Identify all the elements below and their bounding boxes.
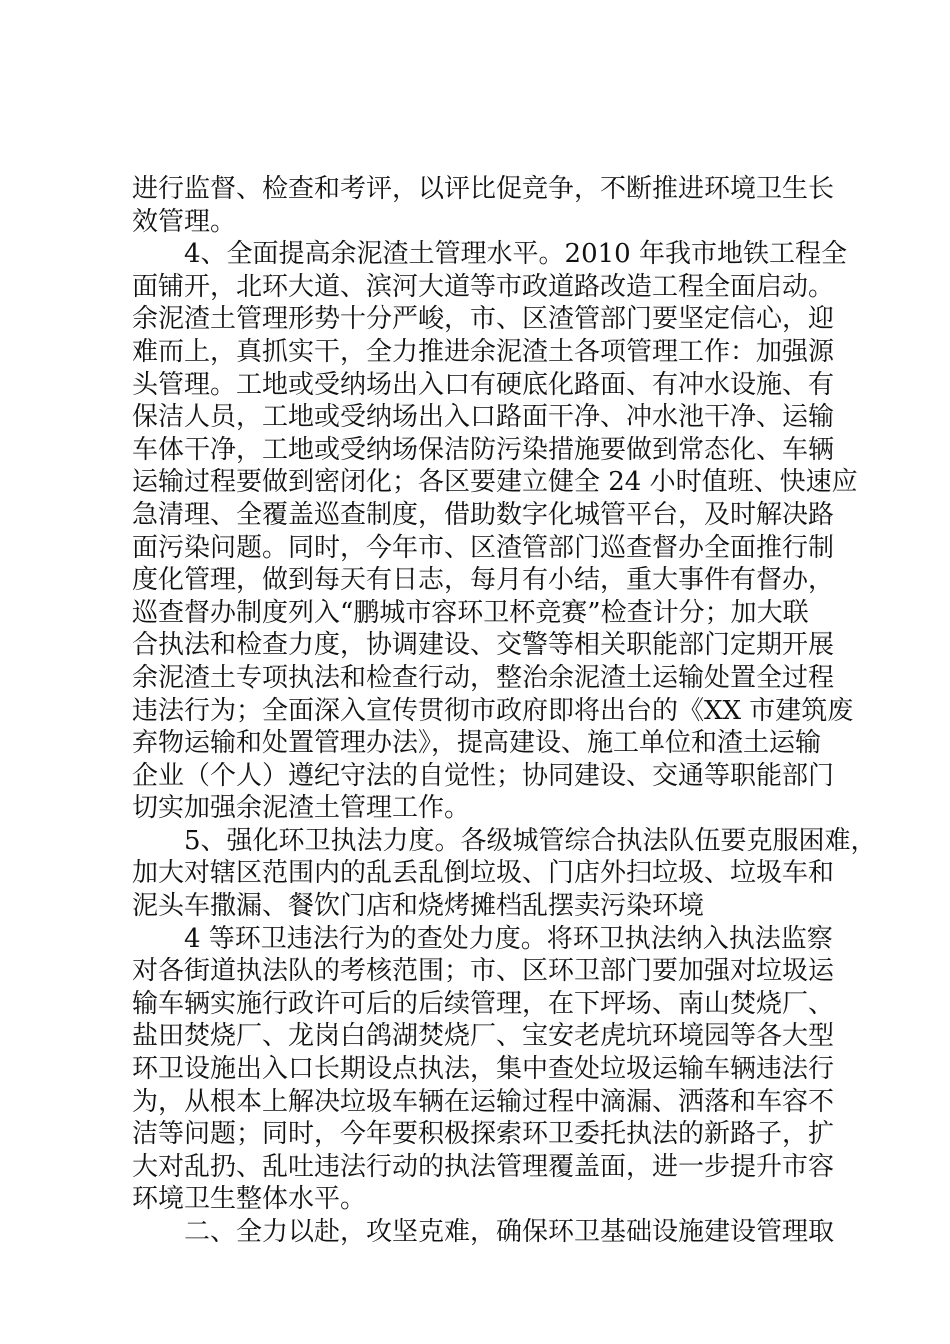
text-line: 违法行为；全面深入宣传贯彻市政府即将出台的《XX 市建筑废 [132, 695, 854, 726]
text-line: 面污染问题。同时，今年市、区渣管部门巡查督办全面推行制 [132, 532, 835, 563]
text-line: 巡查督办制度列入“鹏城市容环卫杯竞赛”检查计分；加大联 [132, 597, 809, 628]
text-line: 余泥渣土管理形势十分严峻，市、区渣管部门要坚定信心，迎 [132, 304, 835, 335]
text-line: 为，从根本上解决垃圾车辆在运输过程中滴漏、洒落和车容不 [132, 1086, 835, 1117]
text-line: 合执法和检查力度，协调建设、交警等相关职能部门定期开展 [132, 630, 835, 661]
text-line: 二、全力以赴，攻坚克难，确保环卫基础设施建设管理取 [184, 1217, 835, 1247]
text-line: 头管理。工地或受纳场出入口有硬底化路面、有冲水设施、有 [132, 369, 835, 400]
text-line: 5、强化环卫执法力度。各级城管综合执法队伍要克服困难， [184, 825, 877, 856]
text-line: 环境卫生整体水平。 [132, 1184, 367, 1215]
text-line: 企业（个人）遵纪守法的自觉性；协同建设、交通等职能部门 [132, 760, 835, 791]
text-line: 泥头车撒漏、餐饮门店和烧烤摊档乱摆卖污染环境 [132, 891, 705, 922]
text-line: 度化管理，做到每天有日志，每月有小结，重大事件有督办， [132, 565, 835, 596]
text-line: 大对乱扔、乱吐违法行动的执法管理覆盖面，进一步提升市容 [132, 1151, 835, 1182]
text-line: 加大对辖区范围内的乱丢乱倒垃圾、门店外扫垃圾、垃圾车和 [132, 858, 835, 889]
text-line: 4、全面提高余泥渣土管理水平。2010 年我市地铁工程全 [184, 239, 847, 270]
text-line: 洁等问题；同时，今年要积极探索环卫委托执法的新路子，扩 [132, 1119, 835, 1150]
text-line: 4 等环卫违法行为的查处力度。将环卫执法纳入执法监察 [184, 923, 833, 954]
document-body [132, 173, 877, 1249]
text-line: 难而上，真抓实干，全力推进余泥渣土各项管理工作：加强源 [132, 336, 835, 367]
text-line: 运输过程要做到密闭化；各区要建立健全 24 小时值班、快速应 [132, 467, 858, 498]
text-line: 车体干净，工地或受纳场保洁防污染措施要做到常态化、车辆 [132, 434, 835, 465]
text-line: 切实加强余泥渣土管理工作。 [132, 793, 471, 824]
text-line: 效管理。 [132, 206, 237, 237]
text-line: 弃物运输和处置管理办法》，提高建设、施工单位和渣土运输 [132, 728, 822, 759]
text-line: 输车辆实施行政许可后的后续管理，在下坪场、南山焚烧厂、 [132, 988, 835, 1019]
text-line: 保洁人员，工地或受纳场出入口路面干净、冲水池干净、运输 [132, 402, 835, 433]
text-line: 环卫设施出入口长期设点执法，集中查处垃圾运输车辆违法行 [132, 1054, 835, 1085]
text-line: 对各街道执法队的考核范围；市、区环卫部门要加强对垃圾运 [132, 956, 835, 987]
text-line: 盐田焚烧厂、龙岗白鸽湖焚烧厂、宝安老虎坑环境园等各大型 [132, 1021, 835, 1052]
text-line: 面铺开，北环大道、滨河大道等市政道路改造工程全面启动。 [132, 271, 835, 302]
text-line: 余泥渣土专项执法和检查行动，整治余泥渣土运输处置全过程 [132, 662, 835, 693]
text-line: 急清理、全覆盖巡查制度，借助数字化城管平台，及时解决路 [132, 499, 835, 530]
text-line: 进行监督、检查和考评，以评比促竞争，不断推进环境卫生长 [132, 174, 835, 204]
